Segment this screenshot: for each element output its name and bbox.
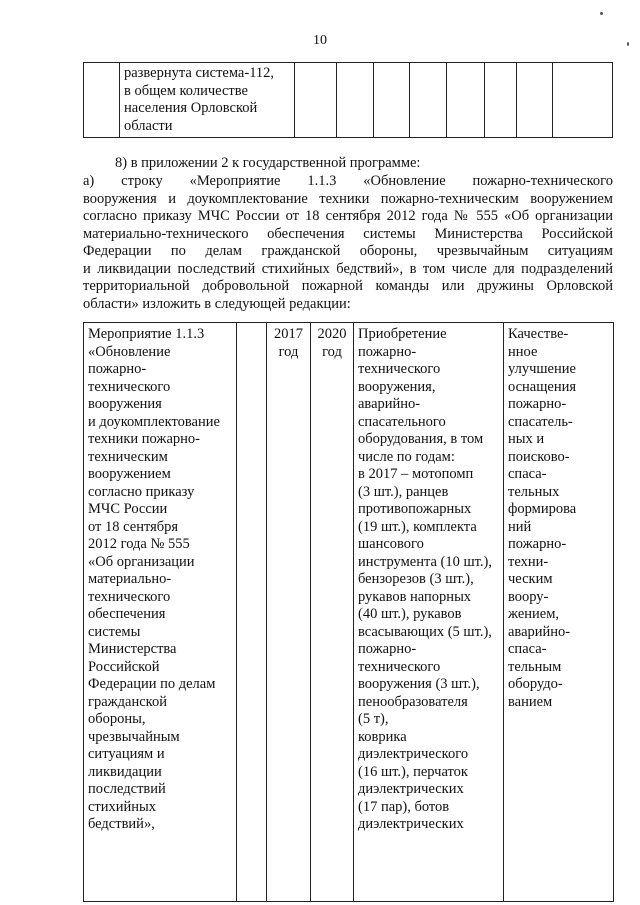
table-cell — [295, 63, 337, 138]
text-line: а) строку «Мероприятие 1.1.3 «Обновление пожарно-технического — [83, 173, 613, 189]
text-line: спаса- — [508, 641, 547, 657]
text-line: вооружения, — [358, 378, 436, 395]
text-line: воору- — [508, 588, 549, 605]
text-line: коврика — [358, 728, 407, 745]
text-line: 2020 — [317, 326, 347, 342]
text-line: ных и — [508, 431, 545, 447]
text-line: диэлектрических — [358, 781, 464, 797]
text-line: (3 шт.), ранцев — [358, 483, 449, 500]
expected-result — [504, 323, 613, 711]
result-cell — [504, 323, 614, 902]
text-line: 2012 года № 555 — [88, 536, 190, 552]
text-line: последствий — [88, 781, 166, 797]
text-line: пожарно- — [508, 396, 567, 412]
text-line: «Обновление — [88, 343, 171, 360]
measure-table — [83, 322, 614, 902]
continued-table — [83, 62, 613, 138]
text-line: спаса- — [508, 466, 547, 482]
table-cell — [410, 63, 447, 138]
description-cell — [354, 323, 504, 902]
text-line: вооружения и доукомплектование техники пожарно-техническим вооружением — [83, 190, 613, 207]
text-line: вооружения (3 шт.), — [358, 676, 480, 692]
text-line: территориальной добровольной пожарной команды или дружины Орловской — [83, 278, 613, 294]
text-line: оснащения — [508, 378, 577, 395]
table-cell — [337, 63, 374, 138]
text-line: населения Орловской — [124, 100, 258, 116]
text-line: инструмента (10 шт.), — [358, 553, 492, 570]
text-line: Приобретение — [358, 326, 447, 342]
text-line: ческим — [508, 571, 553, 587]
text-line: от 18 сентября — [88, 518, 179, 535]
text-line: (5 т), — [358, 711, 389, 727]
text-line: пожарно- — [358, 641, 417, 657]
text-line: стихийных — [88, 798, 157, 815]
text-line: Министерства — [88, 641, 177, 657]
table-cell — [517, 63, 553, 138]
text-line: тельным — [508, 658, 562, 675]
text-line: аварийно- — [508, 623, 571, 640]
text-line: МЧС России — [88, 501, 168, 517]
text-line: в общем количестве — [124, 82, 248, 99]
item-a-text — [83, 173, 613, 313]
item-8 — [115, 155, 595, 173]
measure-cell — [84, 323, 237, 902]
text-line: поисково- — [508, 448, 570, 465]
text-line: развернута система-112, — [124, 65, 275, 81]
text-line: ванием — [508, 693, 553, 710]
text-line: обороны, — [88, 711, 146, 727]
text-line: шансового — [358, 536, 424, 552]
start-year — [267, 323, 310, 361]
text-line: Федерации по делам — [88, 676, 216, 692]
text-line: и ликвидации последствий стихийных бедствий», в том числе для подразделений — [83, 260, 613, 277]
text-line: техническим — [88, 448, 168, 465]
text-line: (16 шт.), перчаток — [358, 763, 468, 780]
text-line: диэлектрических — [358, 816, 464, 832]
text-line: вооружения — [88, 396, 162, 412]
text-line: оборудования, в том — [358, 431, 484, 447]
end-year — [311, 323, 353, 361]
table-cell — [485, 63, 517, 138]
text-line: ний — [508, 518, 532, 535]
text-line: рукавов напорных — [358, 588, 472, 605]
text-line: технического — [358, 361, 441, 377]
item-8-text: 8) в приложении 2 к государственной программе: — [115, 155, 421, 171]
text-line: спасательного — [358, 413, 446, 430]
table-cell — [84, 63, 120, 138]
text-line: жением, — [508, 606, 560, 622]
item-a — [83, 173, 613, 313]
text-line: системы — [88, 623, 141, 640]
text-line: в 2017 – мотопомп — [358, 466, 474, 482]
text-line: (40 шт.), рукавов — [358, 606, 462, 622]
text-line: технического — [88, 378, 171, 395]
text-line: материально-технического обеспечения системы Министерства Российской — [83, 225, 613, 242]
text-line: Качестве- — [508, 326, 569, 342]
text-line: области — [124, 117, 173, 134]
text-line: гражданской — [88, 693, 167, 710]
text-line: (19 шт.), комплекта — [358, 518, 477, 535]
start-year-cell — [267, 323, 311, 902]
text-line: улучшение — [508, 361, 576, 377]
top-table-text — [120, 63, 294, 137]
text-line: формирова — [508, 501, 577, 517]
text-line: всасывающих (5 шт.), — [358, 623, 492, 640]
text-line: вооружением — [88, 466, 171, 482]
scan-speck — [627, 42, 629, 46]
table-cell — [120, 63, 295, 138]
text-line: тельных — [508, 483, 560, 500]
description — [354, 323, 503, 834]
text-line: чрезвычайным — [88, 728, 180, 745]
text-line: пенообразователя — [358, 693, 468, 710]
text-line: технического — [88, 588, 171, 605]
text-line: оборудо- — [508, 676, 563, 692]
text-line: противопожарных — [358, 501, 472, 517]
text-line: материально- — [88, 571, 172, 587]
text-line: области» изложить в следующей редакции: — [83, 295, 351, 312]
text-line: Российской — [88, 658, 160, 675]
text-line: пожарно- — [358, 343, 417, 360]
text-line: аварийно- — [358, 396, 421, 412]
text-line: спасатель- — [508, 413, 573, 430]
text-line: год — [278, 343, 299, 360]
text-line: пожарно- — [508, 536, 567, 552]
table-cell — [374, 63, 410, 138]
scan-speck — [600, 12, 603, 15]
text-line: «Об организации — [88, 553, 195, 570]
empty-cell — [237, 323, 267, 902]
text-line: технического — [358, 658, 441, 675]
text-line: (17 пар), ботов — [358, 798, 450, 815]
text-line: ситуациям и — [88, 746, 165, 762]
text-line: нное — [508, 343, 538, 360]
text-line: согласно приказу — [88, 483, 195, 500]
text-line: числе по годам: — [358, 448, 455, 465]
table-cell — [553, 63, 613, 138]
text-line: техни- — [508, 553, 549, 570]
text-line: бензорезов (3 шт.), — [358, 571, 474, 587]
text-line: Мероприятие 1.1.3 — [88, 326, 205, 342]
text-line: пожарно- — [88, 361, 147, 377]
page-number: 10 — [313, 33, 327, 48]
text-line: ликвидации — [88, 763, 162, 780]
text-line: год — [322, 343, 342, 360]
text-line: 2017 — [274, 326, 303, 342]
text-line: Федерации по делам гражданской обороны, чрезвычайным ситуациям — [83, 243, 613, 259]
text-line: бедствий», — [88, 816, 155, 832]
text-line: техники пожарно- — [88, 431, 200, 447]
table-cell — [447, 63, 485, 138]
end-year-cell — [311, 323, 354, 902]
text-line: и доукомплектование — [88, 413, 220, 430]
text-line: диэлектрического — [358, 746, 469, 762]
measure-name — [84, 323, 236, 834]
text-line: согласно приказу МЧС России от 18 сентября 2012 года № 555 «Об организации — [83, 208, 613, 224]
text-line: обеспечения — [88, 606, 166, 622]
